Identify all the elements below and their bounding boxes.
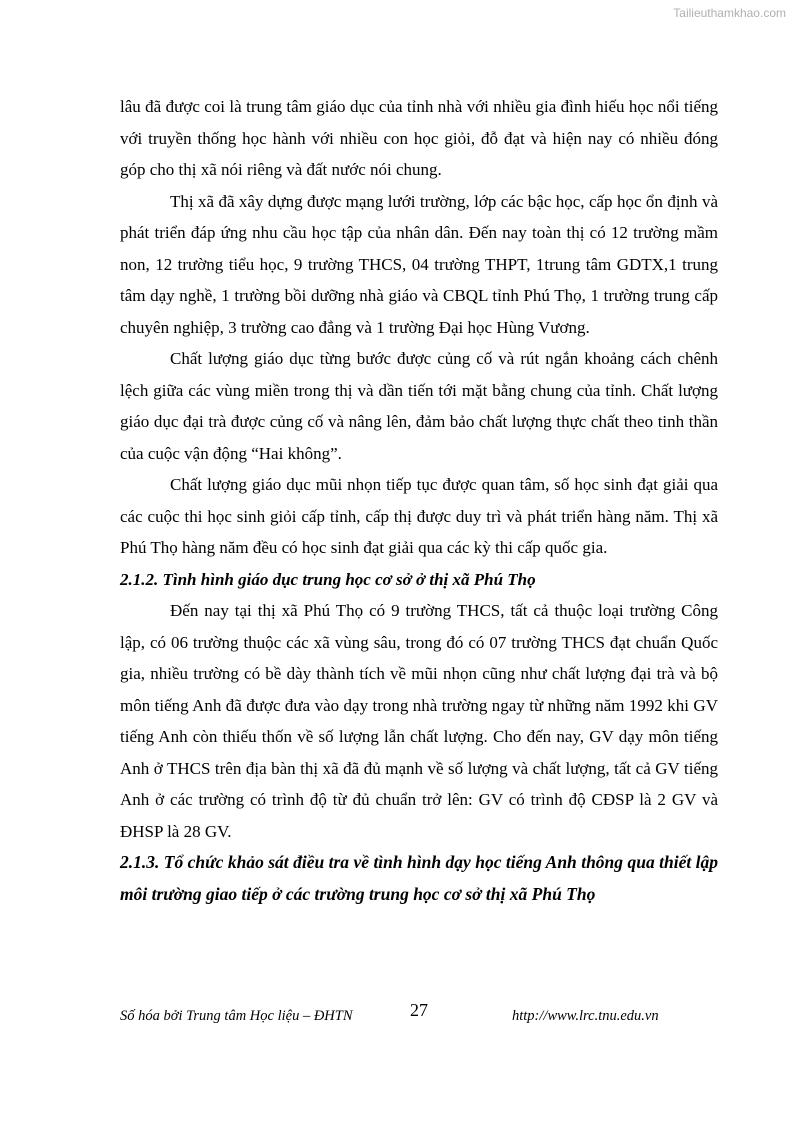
paragraph-2: Thị xã đã xây dựng được mạng lưới trường, lớp các bậc học, cấp học ổn định và phát triển đáp ứng nhu cầu học tập của nhân dân. Đến nay toàn thị có 12 trường mầm non, 12 trường tiểu học, 9 trường THCS, 04 trường THPT, 1trung tâm GDTX,1 trung tâm dạy nghề, 1 trường bồi dưỡng nhà giáo và CBQL tỉnh Phú Thọ, 1 trường trung cấp chuyên nghiệp, 3 trường cao đẳng và 1 trường Đại học Hùng Vương. — [120, 191, 718, 337]
footer-url[interactable]: http://www.lrc.tnu.edu.vn — [512, 1008, 659, 1024]
page-number: 27 — [410, 1000, 428, 1020]
footer-source: Số hóa bởi Trung tâm Học liệu – ĐHTN — [120, 1008, 353, 1024]
paragraph-4: Chất lượng giáo dục mũi nhọn tiếp tục được quan tâm, số học sinh đạt giải qua các cuộc thi học sinh giỏi cấp tỉnh, cấp thị được duy trì và phát triển hàng năm. Thị xã Phú Thọ hàng năm đều có học sinh đạt giải qua các kỳ thi cấp quốc gia. — [120, 475, 718, 557]
paragraph-3: Chất lượng giáo dục từng bước được củng cố và rút ngắn khoảng cách chênh lệch giữa các vùng miền trong thị và dần tiến tới mặt bằng chung của tỉnh. Chất lượng giáo dục đại trà được củng cố và nâng lên, đảm bảo chất lượng thực chất theo tinh thần của cuộc vận động “Hai không”. — [120, 349, 718, 463]
section-heading-2-1-2: 2.1.2. Tình hình giáo dục trung học cơ sở ở thị xã Phú Thọ — [120, 569, 536, 589]
page-footer — [120, 1000, 720, 1030]
page-body — [120, 91, 718, 910]
watermark: Tailieuthamkhao.com — [673, 6, 786, 20]
paragraph-5: Đến nay tại thị xã Phú Thọ có 9 trường THCS, tất cả thuộc loại trường Công lập, có 06 trường thuộc các xã vùng sâu, trong đó có 07 trường THCS đạt chuẩn Quốc gia, nhiều trường có bề dày thành tích về mũi nhọn cũng như chất lượng đại trà và bộ môn tiếng Anh đã được đưa vào dạy trong nhà trường ngay từ những năm 1992 khi GV tiếng Anh còn thiếu thốn về số lượng lẫn chất lượng. Cho đến nay, GV dạy môn tiếng Anh ở THCS trên địa bàn thị xã đã đủ mạnh về số lượng và chất lượng, tất cả GV tiếng Anh ở các trường có trình độ từ đủ chuẩn trở lên: GV có trình độ CĐSP là 2 GV và ĐHSP là 28 GV. — [120, 601, 718, 841]
paragraph-1: lâu đã được coi là trung tâm giáo dục của tỉnh nhà với nhiều gia đình hiếu học nổi tiếng với truyền thống học hành với nhiều con học giỏi, đỗ đạt và hiện nay có nhiều đóng góp cho thị xã nói riêng và đất nước nói chung. — [120, 97, 718, 179]
section-heading-2-1-3: 2.1.3. Tổ chức khảo sát điều tra về tình hình dạy học tiếng Anh thông qua thiết lập môi trường giao tiếp ở các trường trung học cơ sở thị xã Phú Thọ — [120, 852, 718, 904]
